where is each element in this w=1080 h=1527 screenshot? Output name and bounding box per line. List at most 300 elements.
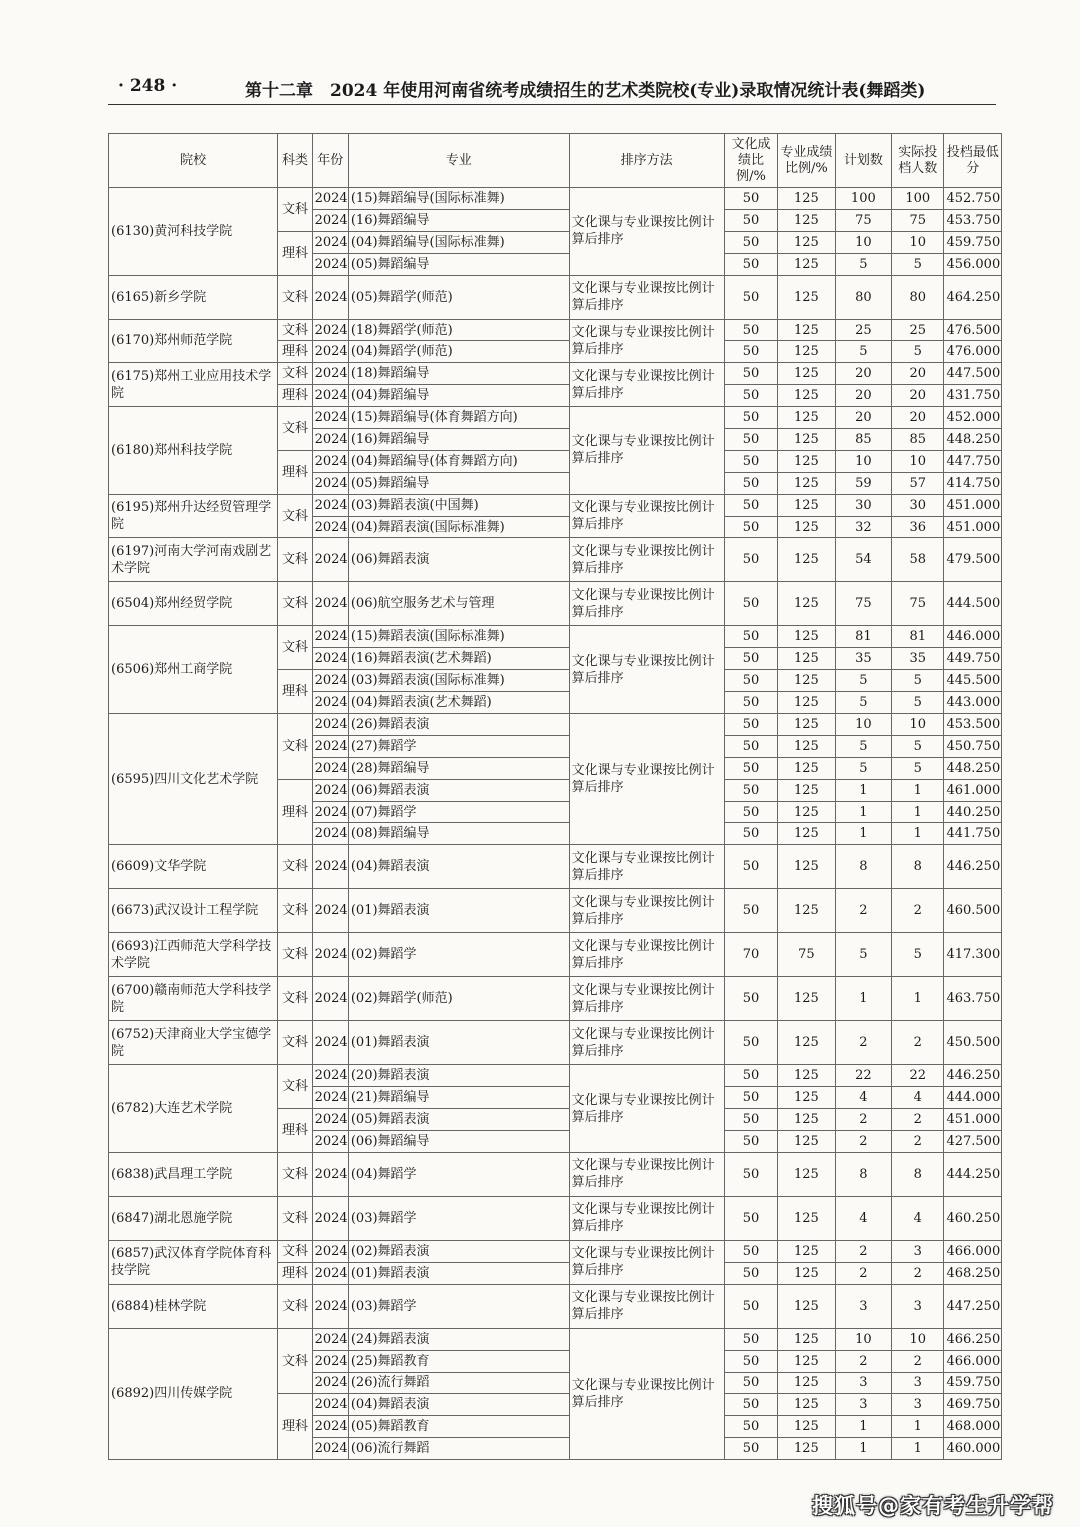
- school-name-cell: (6197)河南大学河南戏剧艺术学院: [109, 538, 278, 582]
- plan-count-cell: 5: [835, 757, 891, 779]
- actual-count-cell: 1: [892, 1416, 944, 1438]
- min-score-cell: 447.750: [944, 450, 1002, 472]
- min-score-cell: 449.750: [944, 648, 1002, 670]
- actual-count-cell: 5: [892, 670, 944, 692]
- subject-type-cell: 文科: [278, 407, 312, 451]
- culture-ratio-cell: 50: [724, 670, 777, 692]
- culture-ratio-cell: 50: [724, 209, 777, 231]
- subject-type-cell: 文科: [278, 977, 312, 1021]
- table-row: [109, 494, 1002, 516]
- year-cell: 2024: [312, 1394, 348, 1416]
- year-cell: 2024: [312, 801, 348, 823]
- school-name-cell: (6170)郑州师范学院: [109, 319, 278, 363]
- culture-ratio-cell: 70: [724, 933, 777, 977]
- table-row: [109, 977, 1002, 1021]
- subject-type-cell: 文科: [278, 1240, 312, 1262]
- min-score-cell: 479.500: [944, 538, 1002, 582]
- sort-method-cell: 文化课与专业课按比例计算后排序: [569, 363, 724, 407]
- actual-count-cell: 1: [892, 977, 944, 1021]
- actual-count-cell: 57: [892, 472, 944, 494]
- school-name-cell: (6195)郑州升达经贸管理学院: [109, 494, 278, 538]
- subject-type-cell: 理科: [278, 231, 312, 275]
- subject-type-cell: 文科: [278, 626, 312, 670]
- actual-count-cell: 22: [892, 1065, 944, 1087]
- watermark: 搜狐号@家有考生升学帮: [812, 1494, 1054, 1518]
- year-cell: 2024: [312, 1284, 348, 1328]
- subject-type-cell: 文科: [278, 714, 312, 780]
- plan-count-cell: 20: [835, 363, 891, 385]
- subject-type-cell: 理科: [278, 779, 312, 845]
- major-cell: (01)舞蹈表演: [348, 889, 569, 933]
- culture-ratio-cell: 50: [724, 1416, 777, 1438]
- culture-ratio-cell: 50: [724, 692, 777, 714]
- actual-count-cell: 3: [892, 1240, 944, 1262]
- sort-method-cell: 文化课与专业课按比例计算后排序: [569, 977, 724, 1021]
- culture-ratio-cell: 50: [724, 779, 777, 801]
- year-cell: 2024: [312, 626, 348, 648]
- sort-method-cell: 文化课与专业课按比例计算后排序: [569, 1021, 724, 1065]
- plan-count-cell: 80: [835, 275, 891, 319]
- major-cell: (06)流行舞蹈: [348, 1438, 569, 1460]
- min-score-cell: 460.500: [944, 889, 1002, 933]
- min-score-cell: 461.000: [944, 779, 1002, 801]
- sort-method-cell: 文化课与专业课按比例计算后排序: [569, 1240, 724, 1284]
- table-row: [109, 1196, 1002, 1240]
- major-ratio-cell: 125: [778, 648, 835, 670]
- culture-ratio-cell: 50: [724, 231, 777, 253]
- actual-count-cell: 100: [892, 188, 944, 210]
- culture-ratio-cell: 50: [724, 429, 777, 451]
- major-cell: (04)舞蹈学: [348, 1152, 569, 1196]
- major-ratio-cell: 125: [778, 341, 835, 363]
- major-ratio-cell: 125: [778, 977, 835, 1021]
- major-cell: (18)舞蹈编导: [348, 363, 569, 385]
- min-score-cell: 444.000: [944, 1087, 1002, 1109]
- major-ratio-cell: 125: [778, 1109, 835, 1131]
- major-cell: (06)舞蹈表演: [348, 779, 569, 801]
- school-name-cell: (6180)郑州科技学院: [109, 407, 278, 495]
- plan-count-cell: 75: [835, 582, 891, 626]
- year-cell: 2024: [312, 188, 348, 210]
- min-score-cell: 446.000: [944, 626, 1002, 648]
- plan-count-cell: 8: [835, 1152, 891, 1196]
- major-cell: (16)舞蹈表演(艺术舞蹈): [348, 648, 569, 670]
- major-ratio-cell: 125: [778, 582, 835, 626]
- subject-type-cell: 理科: [278, 1109, 312, 1153]
- plan-count-cell: 22: [835, 1065, 891, 1087]
- major-cell: (18)舞蹈学(师范): [348, 319, 569, 341]
- plan-count-cell: 5: [835, 253, 891, 275]
- actual-count-cell: 81: [892, 626, 944, 648]
- major-cell: (04)舞蹈编导(体育舞蹈方向): [348, 450, 569, 472]
- major-cell: (05)舞蹈学(师范): [348, 275, 569, 319]
- plan-count-cell: 25: [835, 319, 891, 341]
- major-ratio-cell: 125: [778, 889, 835, 933]
- min-score-cell: 469.750: [944, 1394, 1002, 1416]
- year-cell: 2024: [312, 933, 348, 977]
- col-header: 院校: [109, 134, 278, 188]
- plan-count-cell: 100: [835, 188, 891, 210]
- col-header: 投档最低分: [944, 134, 1002, 188]
- col-header: 文化成绩比例/%: [724, 134, 777, 188]
- year-cell: 2024: [312, 1109, 348, 1131]
- min-score-cell: 443.000: [944, 692, 1002, 714]
- culture-ratio-cell: 50: [724, 1350, 777, 1372]
- major-cell: (27)舞蹈学: [348, 735, 569, 757]
- min-score-cell: 450.500: [944, 1021, 1002, 1065]
- min-score-cell: 460.250: [944, 1196, 1002, 1240]
- major-ratio-cell: 125: [778, 385, 835, 407]
- school-name-cell: (6595)四川文化艺术学院: [109, 714, 278, 845]
- major-cell: (15)舞蹈表演(国际标准舞): [348, 626, 569, 648]
- major-ratio-cell: 125: [778, 1438, 835, 1460]
- major-cell: (15)舞蹈编导(体育舞蹈方向): [348, 407, 569, 429]
- min-score-cell: 476.500: [944, 319, 1002, 341]
- major-cell: (01)舞蹈表演: [348, 1021, 569, 1065]
- year-cell: 2024: [312, 714, 348, 736]
- actual-count-cell: 10: [892, 714, 944, 736]
- major-cell: (04)舞蹈编导(国际标准舞): [348, 231, 569, 253]
- year-cell: 2024: [312, 1131, 348, 1153]
- year-cell: 2024: [312, 889, 348, 933]
- major-ratio-cell: 125: [778, 1065, 835, 1087]
- sort-method-cell: 文化课与专业课按比例计算后排序: [569, 407, 724, 495]
- sort-method-cell: 文化课与专业课按比例计算后排序: [569, 626, 724, 714]
- sort-method-cell: 文化课与专业课按比例计算后排序: [569, 1284, 724, 1328]
- min-score-cell: 466.000: [944, 1240, 1002, 1262]
- plan-count-cell: 5: [835, 735, 891, 757]
- actual-count-cell: 4: [892, 1196, 944, 1240]
- table-row: [109, 188, 1002, 210]
- culture-ratio-cell: 50: [724, 1021, 777, 1065]
- major-ratio-cell: 125: [778, 1262, 835, 1284]
- culture-ratio-cell: 50: [724, 450, 777, 472]
- plan-count-cell: 2: [835, 1262, 891, 1284]
- table-row: [109, 714, 1002, 736]
- plan-count-cell: 2: [835, 1109, 891, 1131]
- culture-ratio-cell: 50: [724, 1109, 777, 1131]
- col-header: 专业成绩比例/%: [778, 134, 835, 188]
- plan-count-cell: 10: [835, 450, 891, 472]
- culture-ratio-cell: 50: [724, 1262, 777, 1284]
- chapter-title: 第十二章 2024 年使用河南省统考成绩招生的艺术类院校(专业)录取情况统计表(舞蹈类): [245, 81, 926, 101]
- plan-count-cell: 5: [835, 692, 891, 714]
- subject-type-cell: 文科: [278, 538, 312, 582]
- min-score-cell: 476.000: [944, 341, 1002, 363]
- plan-count-cell: 20: [835, 385, 891, 407]
- plan-count-cell: 5: [835, 670, 891, 692]
- major-cell: (06)舞蹈表演: [348, 538, 569, 582]
- major-cell: (15)舞蹈编导(国际标准舞): [348, 188, 569, 210]
- year-cell: 2024: [312, 1328, 348, 1350]
- major-cell: (03)舞蹈表演(中国舞): [348, 494, 569, 516]
- major-ratio-cell: 125: [778, 429, 835, 451]
- school-name-cell: (6504)郑州经贸学院: [109, 582, 278, 626]
- sort-method-cell: 文化课与专业课按比例计算后排序: [569, 582, 724, 626]
- admission-table: [108, 133, 1002, 1460]
- subject-type-cell: 文科: [278, 1196, 312, 1240]
- school-name-cell: (6700)赣南师范大学科技学院: [109, 977, 278, 1021]
- year-cell: 2024: [312, 275, 348, 319]
- major-cell: (21)舞蹈编导: [348, 1087, 569, 1109]
- year-cell: 2024: [312, 209, 348, 231]
- min-score-cell: 431.750: [944, 385, 1002, 407]
- actual-count-cell: 36: [892, 516, 944, 538]
- min-score-cell: 417.300: [944, 933, 1002, 977]
- min-score-cell: 468.250: [944, 1262, 1002, 1284]
- min-score-cell: 459.750: [944, 1372, 1002, 1394]
- culture-ratio-cell: 50: [724, 1087, 777, 1109]
- year-cell: 2024: [312, 1438, 348, 1460]
- min-score-cell: 466.250: [944, 1328, 1002, 1350]
- plan-count-cell: 75: [835, 209, 891, 231]
- culture-ratio-cell: 50: [724, 1394, 777, 1416]
- major-ratio-cell: 125: [778, 1087, 835, 1109]
- sort-method-cell: 文化课与专业课按比例计算后排序: [569, 1328, 724, 1459]
- subject-type-cell: 文科: [278, 363, 312, 385]
- actual-count-cell: 2: [892, 1131, 944, 1153]
- min-score-cell: 450.750: [944, 735, 1002, 757]
- year-cell: 2024: [312, 1416, 348, 1438]
- actual-count-cell: 2: [892, 1021, 944, 1065]
- year-cell: 2024: [312, 977, 348, 1021]
- major-ratio-cell: 125: [778, 757, 835, 779]
- sort-method-cell: 文化课与专业课按比例计算后排序: [569, 188, 724, 276]
- major-ratio-cell: 125: [778, 1350, 835, 1372]
- major-ratio-cell: 125: [778, 714, 835, 736]
- actual-count-cell: 5: [892, 341, 944, 363]
- year-cell: 2024: [312, 385, 348, 407]
- sort-method-cell: 文化课与专业课按比例计算后排序: [569, 714, 724, 845]
- subject-type-cell: 文科: [278, 933, 312, 977]
- major-cell: (08)舞蹈编导: [348, 823, 569, 845]
- culture-ratio-cell: 50: [724, 889, 777, 933]
- year-cell: 2024: [312, 516, 348, 538]
- school-name-cell: (6165)新乡学院: [109, 275, 278, 319]
- major-ratio-cell: 125: [778, 363, 835, 385]
- actual-count-cell: 4: [892, 1087, 944, 1109]
- page-number: · 248 ·: [118, 76, 178, 96]
- min-score-cell: 464.250: [944, 275, 1002, 319]
- major-cell: (25)舞蹈教育: [348, 1350, 569, 1372]
- plan-count-cell: 1: [835, 1416, 891, 1438]
- plan-count-cell: 3: [835, 1372, 891, 1394]
- major-ratio-cell: 125: [778, 450, 835, 472]
- min-score-cell: 448.250: [944, 429, 1002, 451]
- subject-type-cell: 文科: [278, 1152, 312, 1196]
- sort-method-cell: 文化课与专业课按比例计算后排序: [569, 845, 724, 889]
- year-cell: 2024: [312, 253, 348, 275]
- actual-count-cell: 1: [892, 801, 944, 823]
- school-name-cell: (6847)湖北恩施学院: [109, 1196, 278, 1240]
- culture-ratio-cell: 50: [724, 472, 777, 494]
- header-rule: [108, 104, 996, 105]
- plan-count-cell: 2: [835, 1131, 891, 1153]
- actual-count-cell: 85: [892, 429, 944, 451]
- sort-method-cell: 文化课与专业课按比例计算后排序: [569, 319, 724, 363]
- culture-ratio-cell: 50: [724, 735, 777, 757]
- min-score-cell: 466.000: [944, 1350, 1002, 1372]
- min-score-cell: 452.000: [944, 407, 1002, 429]
- school-name-cell: (6130)黄河科技学院: [109, 188, 278, 276]
- min-score-cell: 451.000: [944, 516, 1002, 538]
- major-ratio-cell: 125: [778, 1416, 835, 1438]
- page-header: [118, 76, 998, 100]
- year-cell: 2024: [312, 1196, 348, 1240]
- plan-count-cell: 54: [835, 538, 891, 582]
- culture-ratio-cell: 50: [724, 188, 777, 210]
- culture-ratio-cell: 50: [724, 538, 777, 582]
- plan-count-cell: 4: [835, 1087, 891, 1109]
- culture-ratio-cell: 50: [724, 385, 777, 407]
- plan-count-cell: 10: [835, 714, 891, 736]
- major-cell: (02)舞蹈表演: [348, 1240, 569, 1262]
- actual-count-cell: 10: [892, 231, 944, 253]
- actual-count-cell: 75: [892, 582, 944, 626]
- school-name-cell: (6175)郑州工业应用技术学院: [109, 363, 278, 407]
- culture-ratio-cell: 50: [724, 1438, 777, 1460]
- year-cell: 2024: [312, 823, 348, 845]
- plan-count-cell: 81: [835, 626, 891, 648]
- major-ratio-cell: 125: [778, 626, 835, 648]
- col-header: 排序方法: [569, 134, 724, 188]
- major-ratio-cell: 125: [778, 845, 835, 889]
- major-cell: (05)舞蹈表演: [348, 1109, 569, 1131]
- major-cell: (26)舞蹈表演: [348, 714, 569, 736]
- subject-type-cell: 理科: [278, 341, 312, 363]
- plan-count-cell: 32: [835, 516, 891, 538]
- min-score-cell: 445.500: [944, 670, 1002, 692]
- major-cell: (04)舞蹈编导: [348, 385, 569, 407]
- school-name-cell: (6752)天津商业大学宝德学院: [109, 1021, 278, 1065]
- table-row: [109, 319, 1002, 341]
- actual-count-cell: 5: [892, 692, 944, 714]
- table-row: [109, 275, 1002, 319]
- major-ratio-cell: 125: [778, 472, 835, 494]
- major-ratio-cell: 125: [778, 1284, 835, 1328]
- actual-count-cell: 75: [892, 209, 944, 231]
- table-row: [109, 407, 1002, 429]
- culture-ratio-cell: 50: [724, 319, 777, 341]
- major-cell: (02)舞蹈学(师范): [348, 977, 569, 1021]
- major-ratio-cell: 125: [778, 1131, 835, 1153]
- sort-method-cell: 文化课与专业课按比例计算后排序: [569, 275, 724, 319]
- major-ratio-cell: 125: [778, 319, 835, 341]
- major-ratio-cell: 125: [778, 275, 835, 319]
- sort-method-cell: 文化课与专业课按比例计算后排序: [569, 1152, 724, 1196]
- major-ratio-cell: 125: [778, 823, 835, 845]
- subject-type-cell: 理科: [278, 670, 312, 714]
- major-cell: (20)舞蹈表演: [348, 1065, 569, 1087]
- actual-count-cell: 5: [892, 933, 944, 977]
- table-row: [109, 889, 1002, 933]
- year-cell: 2024: [312, 1350, 348, 1372]
- actual-count-cell: 20: [892, 363, 944, 385]
- major-cell: (04)舞蹈表演(国际标准舞): [348, 516, 569, 538]
- actual-count-cell: 20: [892, 385, 944, 407]
- major-ratio-cell: 125: [778, 494, 835, 516]
- culture-ratio-cell: 50: [724, 516, 777, 538]
- table-row: [109, 1284, 1002, 1328]
- major-ratio-cell: 125: [778, 1372, 835, 1394]
- major-cell: (03)舞蹈学: [348, 1284, 569, 1328]
- sort-method-cell: 文化课与专业课按比例计算后排序: [569, 1196, 724, 1240]
- culture-ratio-cell: 50: [724, 363, 777, 385]
- plan-count-cell: 1: [835, 801, 891, 823]
- table-row: [109, 626, 1002, 648]
- plan-count-cell: 1: [835, 779, 891, 801]
- culture-ratio-cell: 50: [724, 823, 777, 845]
- subject-type-cell: 文科: [278, 1284, 312, 1328]
- actual-count-cell: 25: [892, 319, 944, 341]
- min-score-cell: 463.750: [944, 977, 1002, 1021]
- year-cell: 2024: [312, 1240, 348, 1262]
- major-cell: (04)舞蹈表演: [348, 1394, 569, 1416]
- actual-count-cell: 2: [892, 1350, 944, 1372]
- plan-count-cell: 2: [835, 889, 891, 933]
- major-ratio-cell: 125: [778, 779, 835, 801]
- actual-count-cell: 8: [892, 845, 944, 889]
- actual-count-cell: 30: [892, 494, 944, 516]
- culture-ratio-cell: 50: [724, 1328, 777, 1350]
- plan-count-cell: 5: [835, 933, 891, 977]
- culture-ratio-cell: 50: [724, 407, 777, 429]
- subject-type-cell: 理科: [278, 385, 312, 407]
- major-ratio-cell: 125: [778, 1240, 835, 1262]
- min-score-cell: 444.500: [944, 582, 1002, 626]
- year-cell: 2024: [312, 735, 348, 757]
- actual-count-cell: 58: [892, 538, 944, 582]
- actual-count-cell: 3: [892, 1394, 944, 1416]
- culture-ratio-cell: 50: [724, 757, 777, 779]
- subject-type-cell: 文科: [278, 845, 312, 889]
- major-ratio-cell: 125: [778, 188, 835, 210]
- table-row: [109, 538, 1002, 582]
- major-cell: (16)舞蹈编导: [348, 209, 569, 231]
- min-score-cell: 446.250: [944, 1065, 1002, 1087]
- year-cell: 2024: [312, 494, 348, 516]
- subject-type-cell: 文科: [278, 1021, 312, 1065]
- year-cell: 2024: [312, 757, 348, 779]
- actual-count-cell: 80: [892, 275, 944, 319]
- major-ratio-cell: 75: [778, 933, 835, 977]
- major-ratio-cell: 125: [778, 407, 835, 429]
- min-score-cell: 440.250: [944, 801, 1002, 823]
- major-cell: (24)舞蹈表演: [348, 1328, 569, 1350]
- actual-count-cell: 10: [892, 450, 944, 472]
- plan-count-cell: 3: [835, 1284, 891, 1328]
- min-score-cell: 446.250: [944, 845, 1002, 889]
- subject-type-cell: 理科: [278, 1394, 312, 1460]
- major-cell: (07)舞蹈学: [348, 801, 569, 823]
- table-row: [109, 363, 1002, 385]
- min-score-cell: 468.000: [944, 1416, 1002, 1438]
- subject-type-cell: 文科: [278, 275, 312, 319]
- plan-count-cell: 35: [835, 648, 891, 670]
- plan-count-cell: 10: [835, 1328, 891, 1350]
- major-cell: (03)舞蹈学: [348, 1196, 569, 1240]
- culture-ratio-cell: 50: [724, 714, 777, 736]
- min-score-cell: 444.250: [944, 1152, 1002, 1196]
- culture-ratio-cell: 50: [724, 582, 777, 626]
- plan-count-cell: 30: [835, 494, 891, 516]
- min-score-cell: 427.500: [944, 1131, 1002, 1153]
- actual-count-cell: 3: [892, 1284, 944, 1328]
- table-row: [109, 582, 1002, 626]
- major-cell: (04)舞蹈表演(艺术舞蹈): [348, 692, 569, 714]
- major-ratio-cell: 125: [778, 231, 835, 253]
- actual-count-cell: 5: [892, 735, 944, 757]
